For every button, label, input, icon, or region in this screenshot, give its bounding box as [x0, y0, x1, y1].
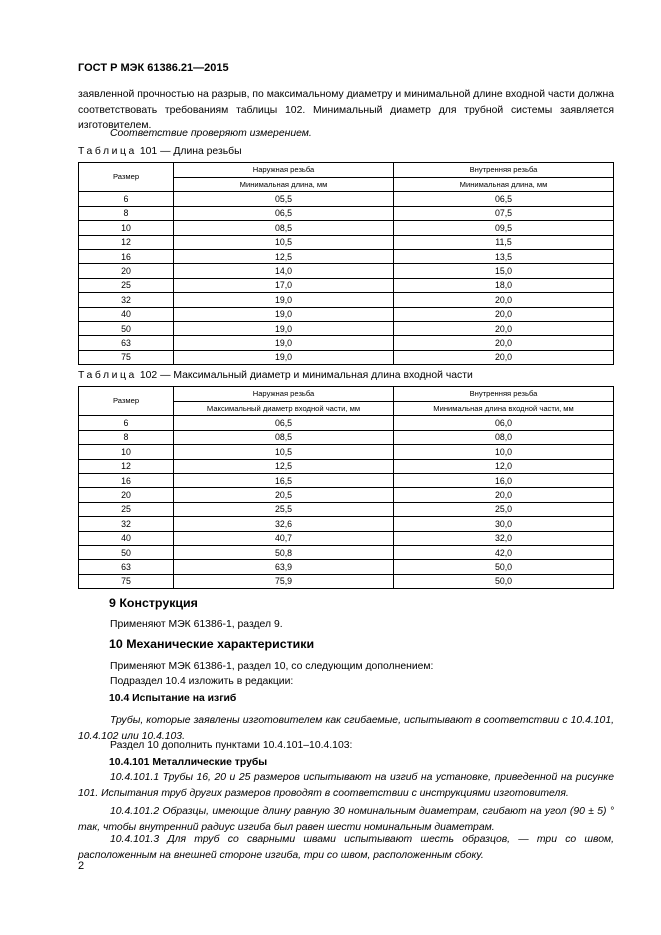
table-row — [79, 264, 614, 278]
cell-inner: 50,0 — [394, 560, 614, 574]
cell-inner: 20,0 — [394, 321, 614, 335]
table-101-caption-word: Таблица — [78, 146, 137, 157]
cell-size: 32 — [79, 293, 174, 307]
subheader-outer: Максимальный диаметр входной части, мм — [174, 402, 394, 416]
table-row — [79, 545, 614, 559]
cell-size: 12 — [79, 459, 174, 473]
cell-inner: 42,0 — [394, 545, 614, 559]
cell-outer: 12,5 — [174, 249, 394, 263]
table-header-row — [79, 163, 614, 178]
cell-size: 75 — [79, 574, 174, 588]
table-header-row — [79, 387, 614, 402]
cell-size: 6 — [79, 192, 174, 206]
table-row — [79, 336, 614, 350]
table-102-caption-text: 102 — Максимальный диаметр и минимальная длина входной части — [139, 370, 473, 381]
cell-size: 50 — [79, 321, 174, 335]
table-102-body — [79, 387, 614, 589]
cell-outer: 32,6 — [174, 517, 394, 531]
cell-outer: 10,5 — [174, 445, 394, 459]
cell-outer: 17,0 — [174, 278, 394, 292]
cell-inner: 32,0 — [394, 531, 614, 545]
cell-size: 8 — [79, 430, 174, 444]
cell-outer: 20,5 — [174, 488, 394, 502]
table-row — [79, 221, 614, 235]
table-row — [79, 488, 614, 502]
cell-size: 16 — [79, 473, 174, 487]
cell-outer: 19,0 — [174, 321, 394, 335]
cell-outer: 14,0 — [174, 264, 394, 278]
cell-inner: 06,0 — [394, 416, 614, 430]
paragraph-10-4-101-2: 10.4.101.2 Образцы, имеющие длину равную 30 номинальным диаметрам, сгибают на угол (90 ± 5) ° так, чтобы внутренний радиус изгиба был равен шести номинальным диаметрам. — [78, 806, 614, 833]
cell-size: 40 — [79, 531, 174, 545]
table-row — [79, 574, 614, 588]
table-row — [79, 445, 614, 459]
cell-inner: 20,0 — [394, 307, 614, 321]
cell-inner: 20,0 — [394, 350, 614, 364]
cell-inner: 20,0 — [394, 336, 614, 350]
table-row — [79, 293, 614, 307]
cell-size: 63 — [79, 336, 174, 350]
table-101-body — [79, 163, 614, 365]
table-row — [79, 517, 614, 531]
table-row — [79, 459, 614, 473]
header-size: Размер — [79, 387, 174, 416]
cell-size: 25 — [79, 278, 174, 292]
table-102-caption-word: Таблица — [78, 370, 137, 381]
cell-outer: 19,0 — [174, 307, 394, 321]
table-row — [79, 430, 614, 444]
subsection-10-4-text: Трубы, которые заявлены изготовителем как сгибаемые, испытывают в соответствии с 10.4.101, 10.4.102 или 10.4.103. — [78, 715, 614, 742]
cell-outer: 19,0 — [174, 336, 394, 350]
cell-inner: 07,5 — [394, 206, 614, 220]
cell-outer: 25,5 — [174, 502, 394, 516]
cell-outer: 16,5 — [174, 473, 394, 487]
page-number: 2 — [78, 860, 85, 872]
header-inner-thread: Внутренняя резьба — [394, 163, 614, 178]
section-10-text-2: Подраздел 10.4 изложить в редакции: — [110, 676, 294, 687]
cell-outer: 75,9 — [174, 574, 394, 588]
table-101-caption-text: 101 — Длина резьбы — [139, 146, 242, 157]
section-10-add-text: Раздел 10 дополнить пунктами 10.4.101–10.4.103: — [110, 740, 353, 751]
cell-size: 40 — [79, 307, 174, 321]
cell-inner: 11,5 — [394, 235, 614, 249]
paragraph-10-4-101-3: 10.4.101.3 Для труб со сварными швами испытывают шесть образцов, — три со швом, расположенным на внешней стороне изгиба, три со швом, расположенным сбоку. — [78, 834, 614, 861]
header-outer-thread: Наружная резьба — [174, 387, 394, 402]
section-9-text: Применяют МЭК 61386-1, раздел 9. — [110, 619, 283, 630]
cell-inner: 50,0 — [394, 574, 614, 588]
subsection-10-4-101-title: 10.4.101 Металлические трубы — [109, 757, 268, 768]
table-row — [79, 206, 614, 220]
cell-size: 50 — [79, 545, 174, 559]
header-outer-thread: Наружная резьба — [174, 163, 394, 178]
cell-outer: 05,5 — [174, 192, 394, 206]
cell-inner: 13,5 — [394, 249, 614, 263]
cell-size: 10 — [79, 445, 174, 459]
cell-size: 32 — [79, 517, 174, 531]
cell-outer: 10,5 — [174, 235, 394, 249]
section-10-text-1: Применяют МЭК 61386-1, раздел 10, со следующим дополнением: — [110, 661, 434, 672]
table-row — [79, 416, 614, 430]
header-inner-thread: Внутренняя резьба — [394, 387, 614, 402]
table-row — [79, 321, 614, 335]
table-row — [79, 502, 614, 516]
cell-outer: 06,5 — [174, 416, 394, 430]
cell-outer: 08,5 — [174, 221, 394, 235]
cell-inner: 15,0 — [394, 264, 614, 278]
cell-size: 12 — [79, 235, 174, 249]
cell-inner: 20,0 — [394, 293, 614, 307]
intro-paragraph: заявленной прочностью на разрыв, по максимальному диаметру и минимальной длине входной части должна соответствовать требованиям таблицы 102. Минимальный диаметр для трубной системы заявляется изготовителем. — [78, 89, 614, 131]
subsection-10-4-title: 10.4 Испытание на изгиб — [109, 693, 237, 704]
cell-outer: 63,9 — [174, 560, 394, 574]
table-102-caption — [78, 370, 473, 381]
cell-outer: 12,5 — [174, 459, 394, 473]
subheader-inner: Минимальная длина входной части, мм — [394, 402, 614, 416]
cell-size: 25 — [79, 502, 174, 516]
document-header: ГОСТ Р МЭК 61386.21—2015 — [78, 62, 229, 74]
cell-inner: 12,0 — [394, 459, 614, 473]
cell-inner: 18,0 — [394, 278, 614, 292]
table-row — [79, 531, 614, 545]
cell-size: 63 — [79, 560, 174, 574]
cell-size: 10 — [79, 221, 174, 235]
table-row — [79, 192, 614, 206]
table-102 — [78, 386, 614, 589]
cell-size: 6 — [79, 416, 174, 430]
cell-inner: 30,0 — [394, 517, 614, 531]
section-10-title: 10 Механические характеристики — [109, 637, 315, 651]
cell-inner: 16,0 — [394, 473, 614, 487]
cell-inner: 20,0 — [394, 488, 614, 502]
cell-size: 20 — [79, 264, 174, 278]
cell-size: 20 — [79, 488, 174, 502]
cell-inner: 10,0 — [394, 445, 614, 459]
cell-outer: 06,5 — [174, 206, 394, 220]
cell-inner: 06,5 — [394, 192, 614, 206]
table-101 — [78, 162, 614, 365]
cell-inner: 08,0 — [394, 430, 614, 444]
cell-outer: 08,5 — [174, 430, 394, 444]
cell-inner: 25,0 — [394, 502, 614, 516]
table-row — [79, 278, 614, 292]
table-row — [79, 307, 614, 321]
table-row — [79, 249, 614, 263]
subheader-outer: Минимальная длина, мм — [174, 178, 394, 192]
table-row — [79, 560, 614, 574]
section-9-title: 9 Конструкция — [109, 596, 198, 610]
cell-outer: 19,0 — [174, 293, 394, 307]
cell-outer: 50,8 — [174, 545, 394, 559]
cell-size: 75 — [79, 350, 174, 364]
table-row — [79, 473, 614, 487]
table-row — [79, 235, 614, 249]
cell-outer: 40,7 — [174, 531, 394, 545]
cell-size: 8 — [79, 206, 174, 220]
cell-inner: 09,5 — [394, 221, 614, 235]
paragraph-10-4-101-1: 10.4.101.1 Трубы 16, 20 и 25 размеров испытывают на изгиб на установке, приведенной на рисунке 101. Испытания труб других размеров проводят в соответствии с инструкциями изготовителя. — [78, 772, 614, 799]
cell-outer: 19,0 — [174, 350, 394, 364]
table-101-caption — [78, 146, 242, 157]
subheader-inner: Минимальная длина, мм — [394, 178, 614, 192]
check-paragraph: Соответствие проверяют измерением. — [110, 128, 312, 139]
table-row — [79, 350, 614, 364]
cell-size: 16 — [79, 249, 174, 263]
header-size: Размер — [79, 163, 174, 192]
